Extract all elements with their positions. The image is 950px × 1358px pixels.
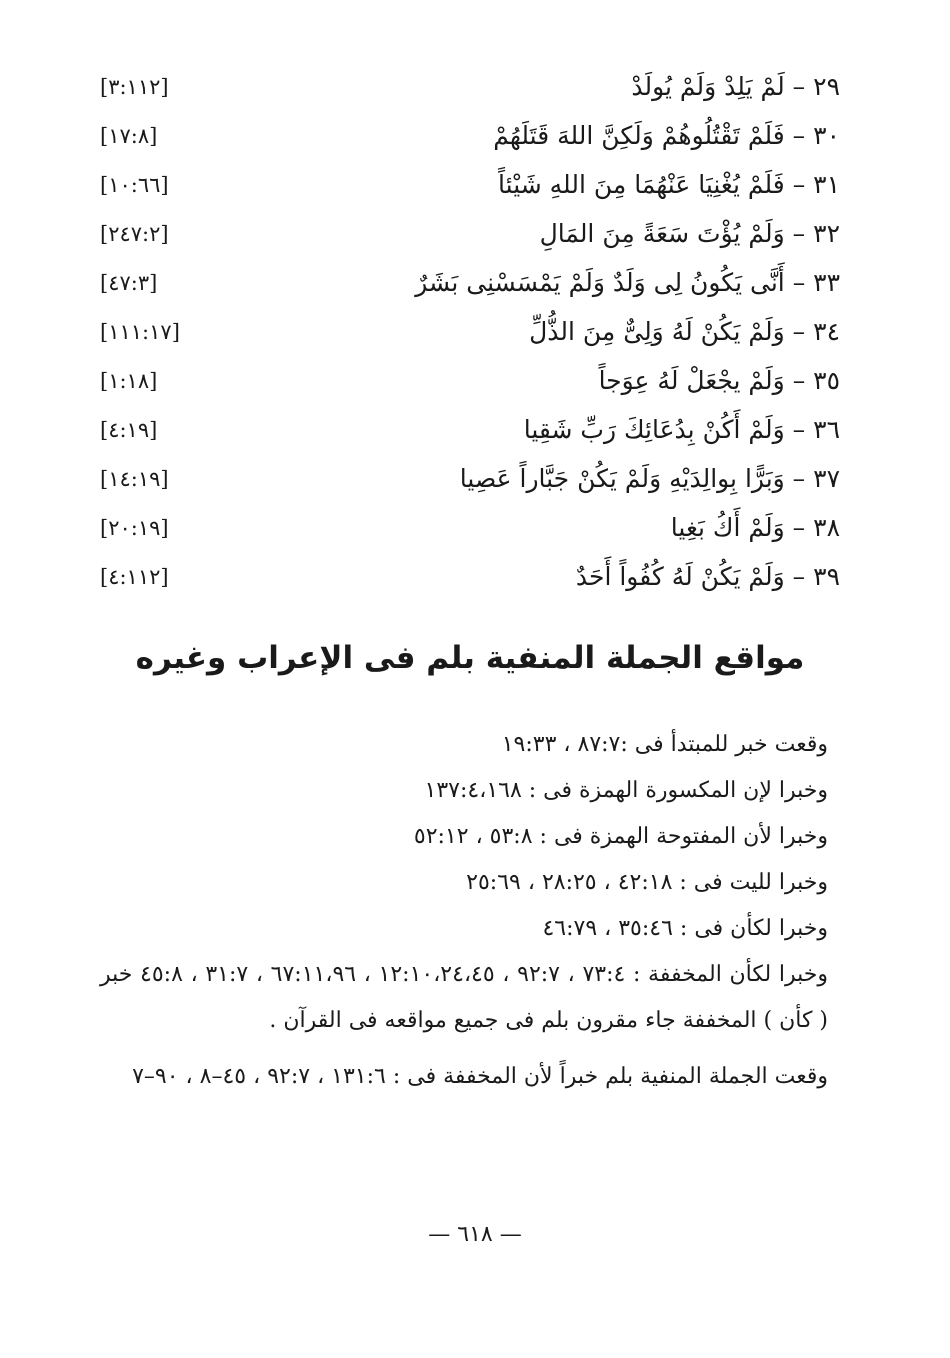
verse-list <box>100 62 840 601</box>
verse-row <box>100 62 840 111</box>
text-line: وخبرا لكأن فى : ٣٥:٤٦ ، ٤٦:٧٩ <box>542 916 828 941</box>
text-line: وقعت خبر للمبتدأ فى :٨٧:٧ ، ١٩:٣٣ <box>501 732 828 757</box>
verse-row <box>100 552 840 601</box>
verse-reference: [٤:١٩] <box>100 417 158 442</box>
verse-text: ٣٣ – أَنَّى يَكُونُ لِى وَلَدٌ وَلَمْ يَمْسَسْنِى بَشَرٌ <box>415 268 840 297</box>
verse-reference: [٢٤٧:٢] <box>100 221 169 246</box>
verse-text: ٣١ – فَلَمْ يُغْنِيَا عَنْهُمَا مِنَ اللهِ شَيْئاً <box>498 170 840 199</box>
verse-text: ٣٦ – وَلَمْ أَكُنْ بِدُعَائِكَ رَبِّ شَقِيا <box>523 415 840 444</box>
verse-reference: [٢٠:١٩] <box>100 515 169 540</box>
verse-row <box>100 356 840 405</box>
section-title: مواقع الجملة المنفية بلم فى الإعراب وغيره <box>135 640 805 676</box>
text-line: وخبرا لإن المكسورة الهمزة فى : ١٣٧:٤،١٦٨ <box>424 778 828 803</box>
verse-row <box>100 209 840 258</box>
paragraph: وقعت الجملة المنفية بلم خبراً لأن المخففة فى : ١٣١:٦ ، ٩٢:٧ ، ٤٥–٨ ، ٩٠–٧ <box>132 1064 828 1089</box>
verse-text: ٣٧ – وَبَرًّا بِوالِدَيْهِ وَلَمْ يَكُنْ جَبَّاراً عَصِيا <box>459 464 840 493</box>
verse-reference: [٣:١١٢] <box>100 74 169 99</box>
verse-text: ٣٠ – فَلَمْ تَقْتُلُوهُمْ وَلَكِنَّ اللهَ قَتَلَهُمْ <box>493 121 840 150</box>
text-line: وخبرا لليت فى : ٤٢:١٨ ، ٢٨:٢٥ ، ٢٥:٦٩ <box>466 870 828 895</box>
verse-row <box>100 307 840 356</box>
verse-row <box>100 111 840 160</box>
verse-row <box>100 258 840 307</box>
verse-row <box>100 160 840 209</box>
verse-reference: [٤٧:٣] <box>100 270 158 295</box>
text-line: وخبرا لأن المفتوحة الهمزة فى : ٥٣:٨ ، ٥٢:١٢ <box>413 824 828 849</box>
body-text <box>100 722 828 1100</box>
verse-text: ٢٩ – لَمْ يَلِدْ وَلَمْ يُولَدْ <box>631 72 840 101</box>
verse-reference: [١٤:١٩] <box>100 466 169 491</box>
verse-text: ٣٩ – وَلَمْ يَكُنْ لَهُ كُفُواً أَحَدٌ <box>575 562 840 591</box>
page-number: — ٦١٨ — <box>428 1222 522 1247</box>
verse-reference: [١١١:١٧] <box>100 319 180 344</box>
verse-row <box>100 454 840 503</box>
verse-row <box>100 405 840 454</box>
verse-row <box>100 503 840 552</box>
verse-text: ٣٨ – وَلَمْ أَكُ بَغِيا <box>670 513 840 542</box>
verse-text: ٣٥ – وَلَمْ يجْعَلْ لَهُ عِوَجاً <box>598 366 840 395</box>
verse-text: ٣٤ – وَلَمْ يَكُنْ لَهُ وَلِىٌّ مِنَ الذُّلِّ <box>529 317 840 346</box>
verse-text: ٣٢ – وَلَمْ يُؤْتَ سَعَةً مِنَ المَالِ <box>539 219 840 248</box>
verse-reference: [١٠:٦٦] <box>100 172 169 197</box>
verse-reference: [١٧:٨] <box>100 123 158 148</box>
verse-reference: [٤:١١٢] <box>100 564 169 589</box>
verse-reference: [١:١٨] <box>100 368 158 393</box>
paragraph: وخبرا لكأن المخففة : ٧٣:٤ ، ٩٢:٧ ، ١٢:١٠،٢٤،٤٥ ، ٦٧:١١،٩٦ ، ٣١:٧ ، ٤٥:٨ خبر ( كأن ) المخففة جاء مقرون بلم فى جميع مواقعه فى القرآن . <box>100 962 828 1033</box>
